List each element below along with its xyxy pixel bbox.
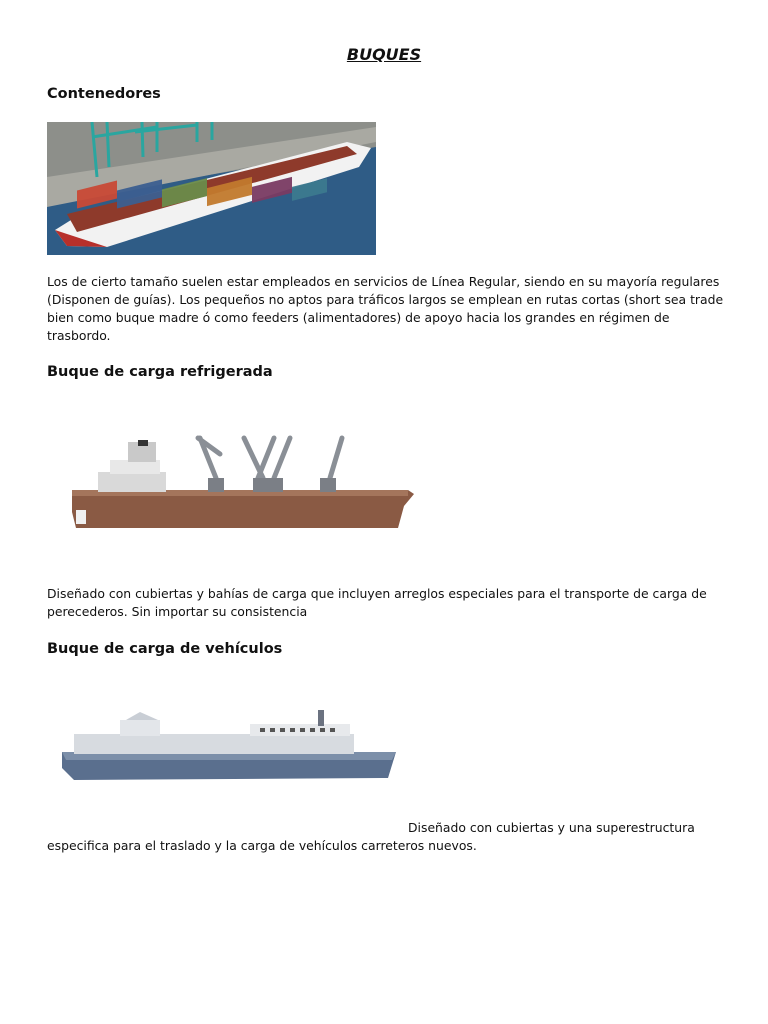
document-title: BUQUES: [346, 45, 422, 64]
section-text-contenedores: Los de cierto tamaño suelen estar empleados en servicios de Línea Regular, siendo en su mayoría regulares (Disponen de guías). Los pequeños no aptos para tráficos largos se emplean en rutas cortas (short sea trade bien como buque madre ó como feeders (alimentadores) de apoyo hacia los grandes en régimen de trasbordo.: [47, 274, 724, 343]
section-heading-refrigerada: Buque de carga refrigerada: [47, 364, 273, 380]
section-text-refrigerada: Diseñado con cubiertas y bahías de carga que incluyen arreglos especiales para el transporte de carga de perecederos. Sin importar su consistencia: [47, 586, 707, 619]
container-ship-photo: [47, 122, 376, 255]
section-heading-contenedores: Contenedores: [47, 86, 161, 102]
section-heading-vehiculos: Buque de carga de vehículos: [47, 641, 283, 657]
reefer-ship-illustration: [68, 432, 416, 532]
vehicle-carrier-illustration: [60, 708, 398, 784]
section-text-vehiculos: Diseñado con cubiertas y una superestructura especifica para el traslado y la carga de vehículos carreteros nuevos.: [47, 820, 695, 853]
